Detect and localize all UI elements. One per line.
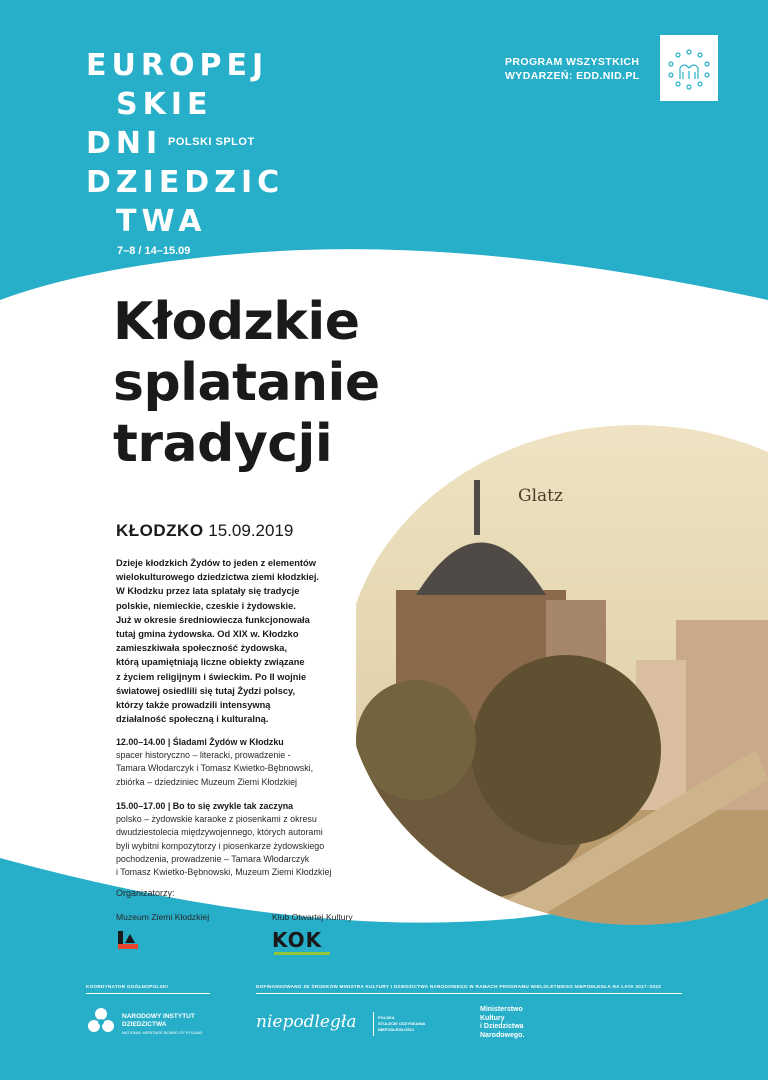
intro-line: działalność społeczną i kulturalną. [116, 714, 269, 725]
ministry-line-2: Kultury [480, 1014, 505, 1022]
kok-logo-underline [274, 952, 330, 955]
intro-line: z życiem religijnym i świeckim. Po II wojnie [116, 671, 307, 682]
ministry-logo [480, 1006, 524, 1040]
intro-line: Już w okresie średniowiecza funkcjonowała [116, 614, 310, 625]
coordinator-label: KOORDYNATOR OGÓLNOPOLSKI [86, 984, 169, 989]
edd-stars-emblem-icon [660, 35, 718, 101]
organizer-museum-name: Muzeum Ziemi Kłodzkiej [116, 912, 210, 922]
title-line-3: tradycji [113, 414, 333, 474]
event-2-line: dwudziestolecia międzywojennego, których autorami [116, 827, 323, 838]
logo-line-4: DZIEDZIC [86, 165, 285, 200]
niepodlegla-sub-3: NIEPODLEGŁOŚCI [378, 1027, 414, 1032]
title-line-1: Kłodzkie [113, 292, 360, 352]
city-date-line [116, 521, 293, 541]
footer-divider-right [256, 993, 682, 994]
museum-logo-icon [116, 928, 140, 952]
program-url-link[interactable]: EDD.NID.PL [576, 70, 640, 82]
event-1-line: Tamara Włodarczyk i Tomasz Kwietko-Bębnowski, [116, 763, 314, 774]
event-2-title: 15.00–17.00 | Bo to się zwykle tak zaczyna [116, 801, 294, 811]
event-2-line: polsko – żydowskie karaoke z piosenkami z okresu [116, 814, 317, 825]
event-2-line: pochodzenia, prowadzenie – Tamara Włodarczyk [116, 853, 310, 864]
logo-line-3: DNI [86, 126, 163, 161]
intro-line: wielokulturowego dziedzictwa ziemi kłodzkiej. [116, 572, 320, 583]
photo-caption: Glatz [518, 486, 563, 506]
footer-divider-left [86, 993, 210, 994]
logo-line-5: TWA [116, 204, 207, 239]
intro-line: polskie, niemieckie, czeskie i żydowskie. [116, 600, 296, 611]
ministry-line-1: Ministerstwo [480, 1006, 523, 1013]
niepodlegla-sub-2: STULECIE ODZYSKANIA [378, 1021, 426, 1026]
intro-line: Dzieje kłodzkich Żydów to jeden z elementów [116, 558, 316, 568]
nid-logo-icon [86, 1006, 116, 1036]
nid-line-3: NATIONAL HERITAGE BOARD OF POLAND [122, 1030, 203, 1035]
funding-text: DOFINANSOWANO ZE ŚRODKÓW MINISTRA KULTURY I DZIEDZICTWA NARODOWEGO W RAMACH PROGRAMU WIELOLETNIEGO NIEPODLEGŁA NA LATA 2017–2022 [256, 984, 662, 989]
program-line-2 [505, 70, 640, 82]
event-date: 15.09.2019 [208, 521, 294, 540]
page-title [113, 292, 533, 475]
organizer-kok-name: Klub Otwartej Kultury [272, 912, 353, 922]
edition-name: POLSKI SPLOT [168, 136, 255, 148]
niepodlegla-divider [373, 1012, 374, 1036]
nid-line-2: DZIEDZICTWA [122, 1021, 167, 1028]
logo-line-1: EUROPEJ [86, 48, 269, 83]
organizers-label: Organizatorzy: [116, 888, 175, 898]
event-1 [116, 736, 366, 789]
festival-dates: 7–8 / 14–15.09 [117, 245, 191, 257]
city-name: KŁODZKO [116, 521, 204, 540]
niepodlegla-sub-1: POLSKA [378, 1015, 395, 1020]
kok-logo: KOK [272, 928, 323, 952]
ministry-line-4: Narodowego. [480, 1031, 525, 1039]
event-1-title: 12.00–14.00 | Śladami Żydów w Kłodzku [116, 737, 284, 747]
program-line-1: PROGRAM WSZYSTKICH [505, 56, 640, 68]
event-1-line: spacer historyczno – literacki, prowadzenie - [116, 750, 291, 761]
intro-line: tutaj gmina żydowska. Od XIX w. Kłodzko [116, 629, 299, 640]
intro-line: zamieszkiwała społeczność żydowska, [116, 643, 288, 654]
event-1-line: zbiórka – dziedziniec Muzeum Ziemi Kłodzkiej [116, 776, 298, 787]
intro-line: W Kłodzku przez lata splatały się tradycje [116, 586, 300, 597]
event-2 [116, 800, 366, 879]
intro-paragraph [116, 556, 352, 726]
intro-line: światowej osiedlili się tutaj Żydzi polscy, [116, 685, 296, 696]
ministry-line-3: i Dziedzictwa [480, 1023, 524, 1030]
nid-line-1: NARODOWY INSTYTUT [122, 1013, 195, 1020]
event-2-line: byli wybitni kompozytorzy i piosenkarze żydowskiego [116, 840, 325, 851]
title-line-2: splatanie [113, 353, 380, 413]
logo-line-2: SKIE [116, 87, 213, 122]
event-2-line: i Tomasz Kwietko-Bębnowski, Muzeum Ziemi Kłodzkiej [116, 867, 332, 878]
niepodlegla-logo: niepodległa [256, 1012, 357, 1032]
intro-line: którzy także prowadzili intensywną [116, 700, 271, 711]
program-prefix: WYDARZEŃ: [505, 70, 577, 82]
intro-line: którą upamiętniają liczne obiekty związane [116, 657, 305, 668]
